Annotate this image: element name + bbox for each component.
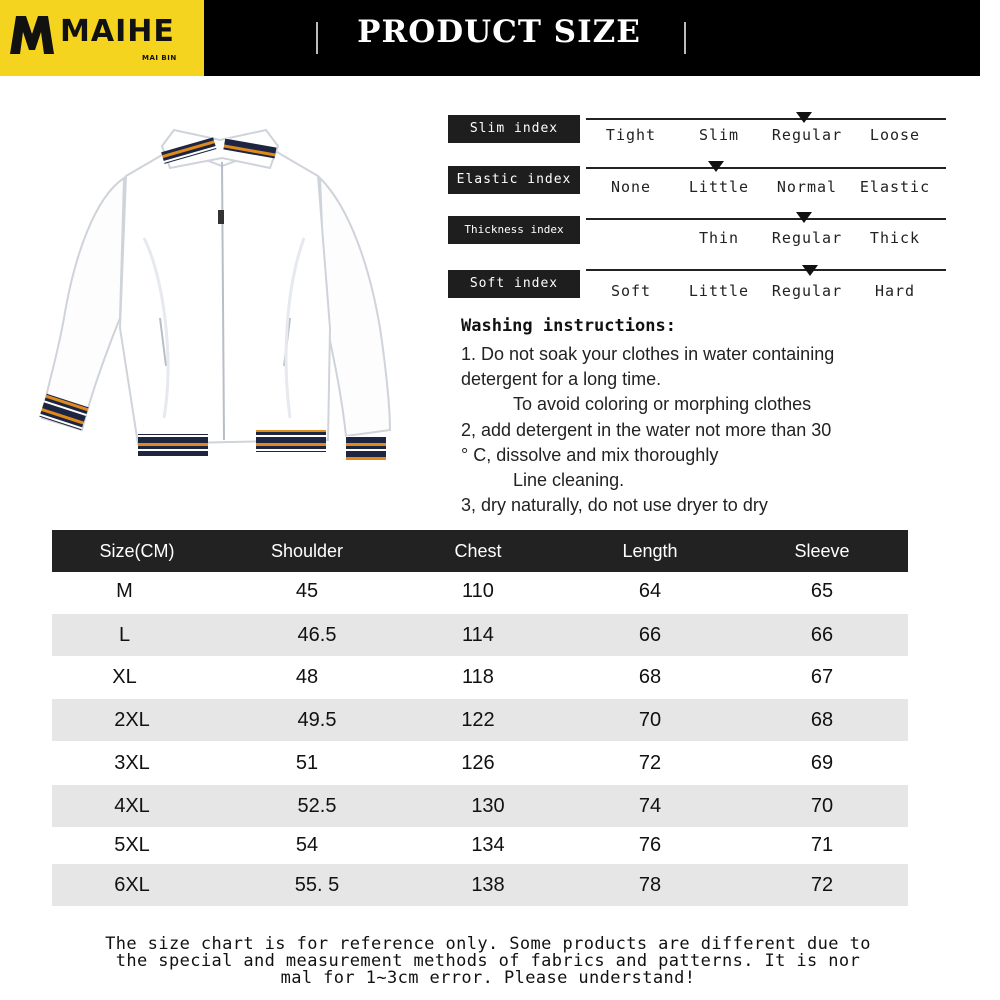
header-length: Length bbox=[622, 541, 678, 561]
cell-sleeve: 69 bbox=[810, 752, 834, 774]
table-row bbox=[52, 656, 908, 698]
cell-sleeve: 66 bbox=[810, 624, 834, 646]
header-shoulder: Shoulder bbox=[270, 541, 344, 561]
cell-sleeve: 67 bbox=[810, 666, 834, 688]
elastic-option-elastic: Elastic bbox=[859, 178, 931, 196]
disclaimer-line-1: The size chart is for reference only. Some products are different due to bbox=[105, 934, 871, 954]
size-disclaimer bbox=[18, 936, 958, 987]
cell-sleeve: 70 bbox=[810, 795, 834, 817]
slim-option-regular: Regular bbox=[771, 126, 843, 144]
slim-option-loose: Loose bbox=[869, 126, 921, 144]
table-row bbox=[52, 570, 908, 612]
table-row bbox=[52, 614, 908, 656]
cell-size: 4XL bbox=[114, 795, 150, 817]
soft-option-regular: Regular bbox=[771, 282, 843, 300]
cell-length: 74 bbox=[638, 795, 662, 817]
table-row bbox=[52, 785, 908, 827]
cell-length: 78 bbox=[638, 874, 662, 896]
soft-option-little: Little bbox=[688, 282, 750, 300]
thickness-index-marker bbox=[796, 212, 812, 223]
cell-size: XL bbox=[112, 666, 137, 688]
slim-index-marker bbox=[796, 112, 812, 123]
cell-chest: 122 bbox=[461, 709, 495, 731]
thickness-option-thick: Thick bbox=[869, 229, 921, 247]
cell-length: 72 bbox=[638, 752, 662, 774]
washing-line-1: 1. Do not soak your clothes in water containing bbox=[461, 344, 835, 364]
header-chest: Chest bbox=[454, 541, 502, 561]
header-bar bbox=[0, 0, 980, 76]
cell-shoulder: 46.5 bbox=[297, 624, 337, 646]
cell-size: 6XL bbox=[114, 874, 150, 896]
elastic-option-normal: Normal bbox=[776, 178, 838, 196]
cell-sleeve: 68 bbox=[810, 709, 834, 731]
elastic-index-line bbox=[586, 167, 946, 169]
slim-index-line bbox=[586, 118, 946, 120]
cell-size: M bbox=[116, 580, 133, 602]
cell-shoulder: 54 bbox=[295, 834, 319, 856]
cell-chest: 126 bbox=[461, 752, 495, 774]
cell-shoulder: 55. 5 bbox=[294, 874, 340, 896]
soft-index-marker bbox=[802, 265, 818, 276]
washing-line-3: To avoid coloring or morphing clothes bbox=[513, 394, 812, 414]
brand-sub: MAI BIN bbox=[142, 54, 177, 62]
table-row bbox=[52, 742, 908, 784]
header-sleeve: Sleeve bbox=[794, 541, 850, 561]
slim-option-slim: Slim bbox=[698, 126, 740, 144]
table-row bbox=[52, 824, 908, 866]
cell-length: 68 bbox=[638, 666, 662, 688]
cell-chest: 138 bbox=[471, 874, 505, 896]
page-title: PRODUCT SIZE bbox=[357, 14, 641, 50]
table-row bbox=[52, 699, 908, 741]
cell-sleeve: 71 bbox=[810, 834, 834, 856]
soft-option-soft: Soft bbox=[610, 282, 652, 300]
washing-line-7: 3, dry naturally, do not use dryer to dry bbox=[461, 495, 768, 515]
cell-length: 70 bbox=[638, 709, 662, 731]
cell-shoulder: 49.5 bbox=[297, 709, 337, 731]
cell-length: 66 bbox=[638, 624, 662, 646]
cell-length: 76 bbox=[638, 834, 662, 856]
washing-line-2: detergent for a long time. bbox=[461, 369, 662, 389]
brand-m-icon bbox=[8, 12, 56, 56]
cell-size: L bbox=[118, 624, 131, 646]
washing-line-4: 2, add detergent in the water not more than 30 bbox=[461, 420, 832, 440]
cell-shoulder: 52.5 bbox=[297, 795, 337, 817]
thickness-index-line bbox=[586, 218, 946, 220]
size-table-header bbox=[52, 530, 908, 572]
soft-index-label: Soft index bbox=[448, 270, 580, 298]
cell-length: 64 bbox=[638, 580, 662, 602]
cell-chest: 114 bbox=[462, 624, 494, 646]
jacket-image bbox=[34, 118, 414, 488]
elastic-index-label: Elastic index bbox=[448, 166, 580, 194]
washing-title: Washing instructions: bbox=[461, 316, 676, 336]
slim-index-label: Slim index bbox=[448, 115, 580, 143]
elastic-option-little: Little bbox=[688, 178, 750, 196]
washing-line-5: ° C, dissolve and mix thoroughly bbox=[461, 445, 719, 465]
thickness-index-label: Thickness index bbox=[448, 216, 580, 244]
soft-index-line bbox=[586, 269, 946, 271]
elastic-index-marker bbox=[708, 161, 724, 172]
header-divider-left bbox=[316, 22, 318, 54]
header-divider-right bbox=[684, 22, 686, 54]
cell-shoulder: 48 bbox=[295, 666, 319, 688]
cell-size: 5XL bbox=[114, 834, 150, 856]
cell-chest: 130 bbox=[471, 795, 505, 817]
table-row bbox=[52, 864, 908, 906]
thickness-option-regular: Regular bbox=[771, 229, 843, 247]
cell-shoulder: 45 bbox=[295, 580, 319, 602]
cell-shoulder: 51 bbox=[295, 752, 319, 774]
cell-size: 2XL bbox=[114, 709, 150, 731]
thickness-option-thin: Thin bbox=[698, 229, 740, 247]
cell-chest: 134 bbox=[471, 834, 505, 856]
disclaimer-line-3: mal for 1~3cm error. Please understand! bbox=[280, 968, 696, 988]
washing-line-6: Line cleaning. bbox=[513, 470, 625, 490]
disclaimer-line-2: the special and measurement methods of fabrics and patterns. It is nor bbox=[115, 951, 861, 971]
slim-option-tight: Tight bbox=[605, 126, 657, 144]
brand-name: MAIHE bbox=[60, 14, 175, 49]
elastic-option-none: None bbox=[610, 178, 652, 196]
soft-option-hard: Hard bbox=[874, 282, 916, 300]
cell-sleeve: 72 bbox=[810, 874, 834, 896]
cell-sleeve: 65 bbox=[810, 580, 834, 602]
cell-size: 3XL bbox=[114, 752, 150, 774]
header-size: Size(CM) bbox=[99, 541, 175, 561]
cell-chest: 118 bbox=[462, 666, 494, 688]
cell-chest: 110 bbox=[462, 580, 494, 602]
brand-logo bbox=[0, 0, 204, 76]
